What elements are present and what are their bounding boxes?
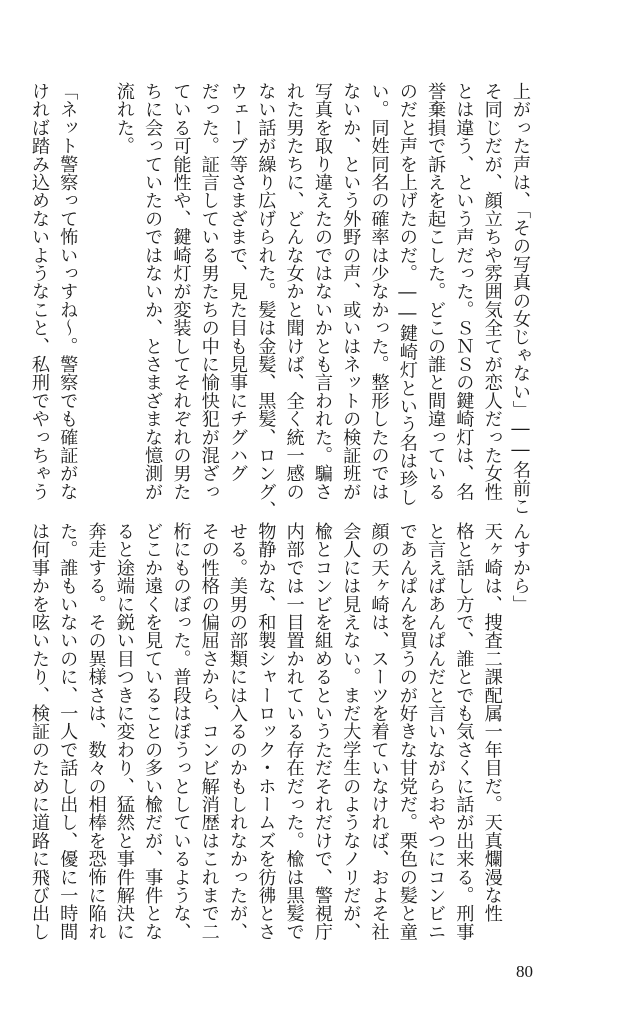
lower-text-line: どこか遠くを見ていることの多い楡だが、事件とな <box>142 522 164 941</box>
upper-text-line: 上がった声は、「その写真の女じゃない」――名前こ <box>510 82 531 516</box>
upper-text-line: ないか、という外野の声、或いはネットの検証班が <box>340 82 362 501</box>
lower-text-line: 物静かな、和製シャーロック・ホームズを彷彿とさ <box>255 522 277 941</box>
lower-text-line: 楡とコンビを組めるというただそれだけで、警視庁 <box>311 522 333 941</box>
lower-text-line: 桁にものぼった。普段はぼうっとしているような、 <box>170 522 192 941</box>
lower-text-line: 内部では一目置かれている存在だった。楡は黒髪で <box>283 522 305 941</box>
upper-text-line: 流れた。 <box>113 82 135 155</box>
lower-text-line: 格と話し方で、誰とでも気さくに話が出来る。刑事 <box>453 522 475 941</box>
upper-text-line: れた男たちに、どんな女かと聞けば、全く統一感の <box>283 82 305 501</box>
lower-text-line: 会人には見えない。まだ大学生のようなノリだが、 <box>340 522 362 941</box>
upper-text-line: 誉棄損で訴えを起こした。どこの誰と間違っている <box>425 82 447 501</box>
upper-text-line: ちに会っていたのではないか、とさまざまな憶測が <box>142 82 164 501</box>
upper-text-line: 「ネット警察って怖いっすね～。警察でも確証がな <box>57 82 79 501</box>
upper-text-line: ウェーブ等さまざまで、見た目も見事にチグハグ <box>227 82 249 483</box>
lower-text-line: と言えばあんぱんだと言いながらおやつにコンビニ <box>425 522 447 941</box>
upper-text-line: ている可能性や、鍵崎灯が変装してそれぞれの男た <box>170 82 192 501</box>
upper-text-line: い。同姓同名の確率は少なかった。整形したのでは <box>368 82 390 501</box>
upper-text-line: 写真を取り違えたのではないかとも言われた。騙さ <box>311 82 333 501</box>
upper-text-line: とは違う、という声だった。ＳＮＳの鍵崎灯は、名 <box>453 82 475 501</box>
lower-text-line: んすから」 <box>510 522 531 613</box>
upper-text-line: ない話が繰り広げられた。髪は金髪、黒髪、ロング、 <box>255 82 277 519</box>
lower-text-line: 奔走する。その異様さは、数々の相棒を恐怖に陥れ <box>85 522 107 941</box>
lower-text-line: ると途端に鋭い目つきに変わり、猛然と事件解決に <box>113 522 135 941</box>
lower-text-line: た。誰もいないのに、一人で話し出し、優に一時間 <box>57 522 79 941</box>
upper-text-line: ければ踏み込めないようなこと、私刑でやっちゃう <box>28 82 50 501</box>
lower-text-line: せる。美男の部類には入るのかもしれなかったが、 <box>227 522 249 941</box>
lower-text-line: であんぱんを買うのが好きな甘党だ。栗色の髪と童 <box>396 522 418 941</box>
upper-text-line <box>81 82 109 502</box>
lower-text-line: 顔の天ヶ崎は、スーツを着ていなければ、およそ社 <box>368 522 390 941</box>
page-number: 80 <box>516 962 533 981</box>
lower-text-line: は何事かを呟いたり、検証のために道路に飛び出し <box>28 522 50 941</box>
lower-text-block <box>25 522 534 942</box>
upper-text-line: だった。証言している男たちの中に愉快犯が混ざっ <box>198 82 220 501</box>
upper-text-line: のだと声を上げたのだ。――鍵崎灯という名は珍し <box>396 82 418 507</box>
upper-text-block <box>25 82 534 519</box>
lower-text-line: 天ヶ崎は、捜査二課配属一年目だ。天真爛漫な性 <box>481 522 503 923</box>
upper-text-line: そ同じだが、顔立ちや雰囲気全てが恋人だった女性 <box>481 82 503 501</box>
lower-text-line: その性格の偏屈さから、コンビ解消歴はこれまで二 <box>198 522 220 941</box>
